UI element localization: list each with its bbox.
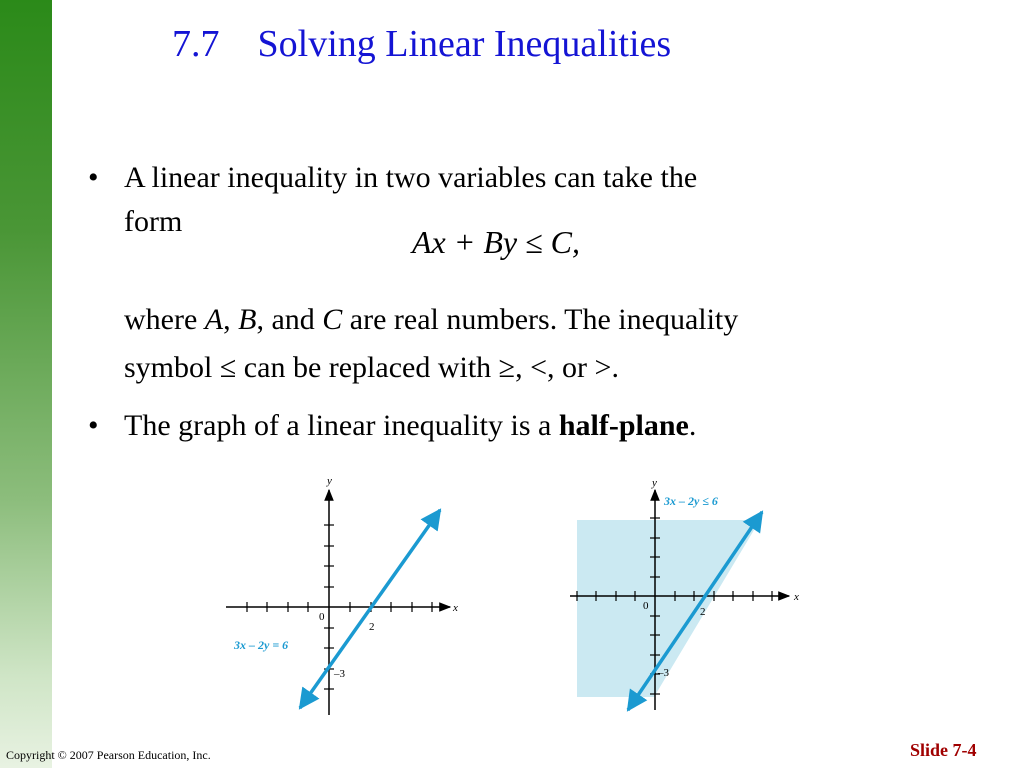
half-plane-graph [566,470,816,720]
comma-and: , and [256,303,323,336]
bullet-2-before: The graph of a linear inequality is a [124,409,559,442]
x-intercept-label: 2 [700,606,706,618]
var-b: B [238,303,257,336]
side-decoration-bar [0,0,52,768]
comma-1: , [223,303,239,336]
where-line-2: symbol ≤ can be replaced with ≥, <, or >. [124,351,619,384]
y-axis-label: y [652,477,657,489]
x-axis-label: x [453,602,458,614]
y-axis-label: y [327,475,332,487]
bullet-2-after: . [688,409,697,442]
line-graph [224,470,474,720]
slide-number: Slide 7-4 [910,740,977,760]
where-text: where [124,303,205,336]
copyright-notice: Copyright © 2007 Pearson Education, Inc. [6,748,211,762]
slide-title [172,22,671,66]
origin-label: 0 [643,600,649,612]
x-axis-label: x [794,591,799,603]
origin-label: 0 [319,611,325,623]
where-rest: are real numbers. The inequality [342,303,739,336]
where-line-1 [124,298,738,342]
section-title: Solving Linear Inequalities [257,23,672,65]
bullet-2-bold: half-plane [558,409,689,442]
bullet-1-line-2: form [124,205,183,238]
y-intercept-label: –3 [334,668,345,680]
bullet-2-text [124,404,696,448]
boundary-line [300,510,440,708]
var-c: C [322,303,343,336]
inequality-formula: Ax + By ≤ C, [412,224,580,260]
bullet-1-line-1: A linear inequality in two variables can take the [124,161,698,194]
inequality-label: 3x – 2y ≤ 6 [664,494,718,508]
x-intercept-label: 2 [369,621,375,633]
bullet-marker: • [88,409,99,442]
y-intercept-label: –3 [658,667,669,679]
equation-label: 3x – 2y = 6 [234,638,289,652]
var-a: A [204,303,224,336]
bullet-marker: • [88,161,99,194]
section-number: 7.7 [172,23,220,65]
